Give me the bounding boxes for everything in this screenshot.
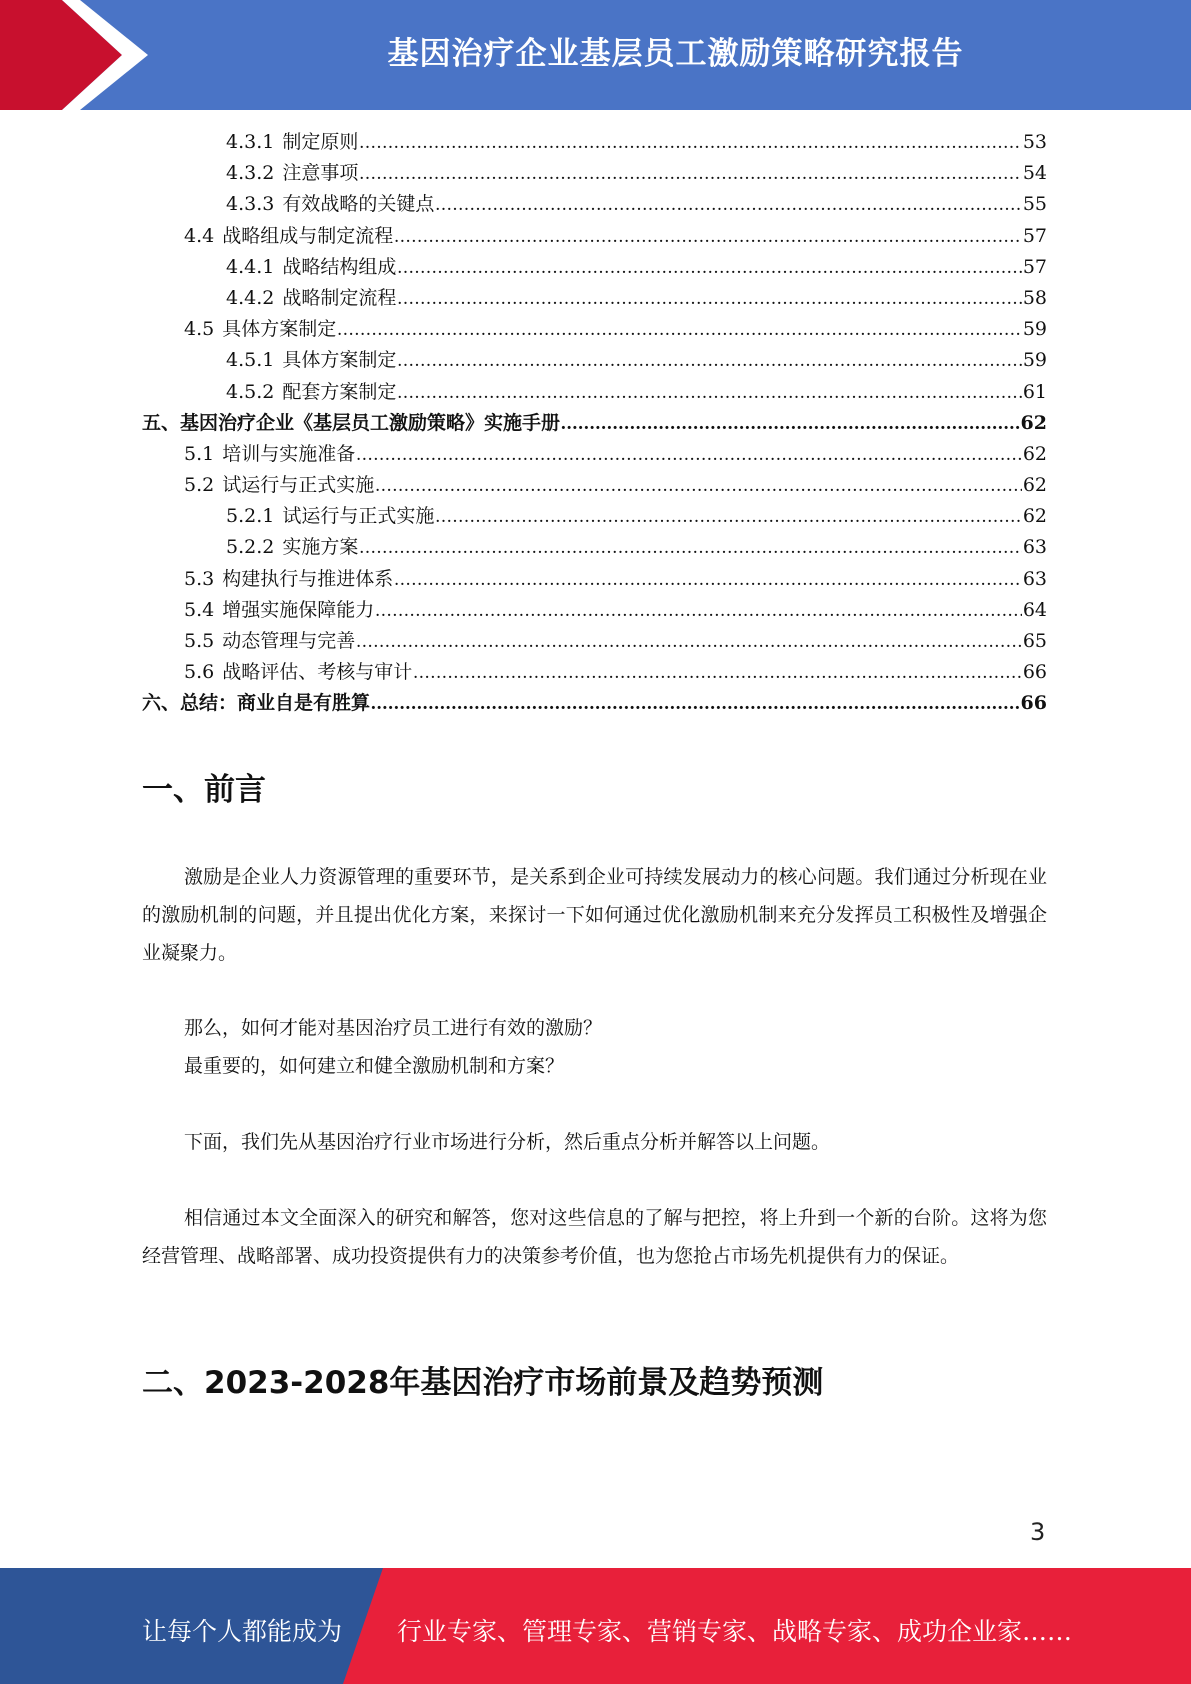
footer-banner: [0, 1568, 1191, 1684]
toc-dot-leader: [359, 537, 1021, 559]
toc-entry-number: 5.2.2: [226, 536, 275, 559]
toc-entry[interactable]: [142, 283, 1047, 314]
toc-dot-leader: [359, 132, 1021, 154]
toc-entry[interactable]: [142, 688, 1047, 719]
toc-entry-number: 5.5: [184, 630, 215, 652]
toc-entry-number: 4.4.1: [226, 255, 275, 278]
toc-entry-number: 5.2.1: [226, 505, 275, 528]
toc-entry-title: 五、基因治疗企业《基层员工激励策略》实施手册: [142, 411, 561, 434]
toc-entry-page: 61: [1022, 380, 1047, 403]
report-title: 基因治疗企业基层员工激励策略研究报告: [387, 36, 964, 72]
toc-entry-page: 53: [1022, 131, 1047, 153]
toc-entry-page: 66: [1020, 692, 1047, 715]
toc-entry-page: 63: [1022, 567, 1047, 590]
toc-dot-leader: [375, 600, 1022, 622]
toc-entry-title: 制定原则: [282, 131, 359, 153]
toc-dot-leader: [375, 475, 1022, 497]
toc-entry-number: 4.3.2: [226, 162, 275, 185]
preface-paragraph-1: 激励是企业人力资源管理的重要环节，是关系到企业可持续发展动力的核心问题。我们通过分析现在业的激励机制的问题，并且提出优化方案，来探讨一下如何通过优化激励机制来充分发挥员工积极性及增强企业凝聚力。: [142, 866, 1047, 964]
toc-entry-number: 4.3.1: [226, 131, 275, 153]
section-heading-market-forecast: 二、2023-2028年基因治疗市场前景及趋势预测: [142, 1365, 824, 1401]
toc-entry-number: 5.1: [184, 442, 215, 465]
toc-dot-leader: [394, 569, 1022, 591]
toc-entry-number: 4.5: [184, 318, 215, 341]
toc-entry[interactable]: [142, 564, 1047, 595]
toc-entry-title: 具体方案制定: [282, 349, 397, 372]
toc-entry-title: 动态管理与完善: [222, 630, 356, 652]
toc-entry-title: 战略制定流程: [282, 286, 397, 309]
toc-entry-title: 具体方案制定: [222, 318, 337, 341]
toc-entry-number: 5.3: [184, 567, 215, 590]
preface-paragraph-conclusion: 相信通过本文全面深入的研究和解答，您对这些信息的了解与把控，将上升到一个新的台阶。这将为您经营管理、战略部署、成功投资提供有力的决策参考价值，也为您抢占市场先机提供有力的保证。: [142, 1207, 1047, 1267]
footer-slogan-right: 行业专家、管理专家、营销专家、战略专家、成功企业家……: [397, 1617, 1073, 1646]
toc-entry[interactable]: [142, 470, 1047, 501]
toc-entry-page: 54: [1022, 162, 1047, 185]
toc-entry-page: 58: [1022, 286, 1047, 309]
toc-entry-title: 试运行与正式实施: [222, 474, 375, 497]
toc-dot-leader: [435, 194, 1021, 216]
toc-entry-title: 六、总结：商业自是有胜算: [142, 692, 371, 715]
toc-dot-leader: [394, 226, 1022, 248]
toc-entry[interactable]: [142, 221, 1047, 252]
toc-dot-leader: [359, 163, 1021, 185]
toc-entry-page: 59: [1022, 349, 1047, 372]
toc-dot-leader: [397, 288, 1021, 310]
toc-dot-leader: [397, 257, 1021, 279]
toc-entry-page: 64: [1022, 598, 1047, 621]
toc-entry[interactable]: [142, 158, 1047, 189]
toc-dot-leader: [397, 382, 1021, 404]
toc-dot-leader: [413, 662, 1022, 684]
toc-entry-title: 战略结构组成: [282, 255, 397, 278]
toc-entry-page: 57: [1022, 255, 1047, 278]
toc-entry-title: 增强实施保障能力: [222, 598, 375, 621]
toc-entry-page: 59: [1022, 318, 1047, 341]
toc-dot-leader: [397, 350, 1021, 372]
toc-entry[interactable]: [142, 252, 1047, 283]
toc-entry-number: 4.4.2: [226, 286, 275, 309]
preface-question-2: 最重要的，如何建立和健全激励机制和方案？: [184, 1055, 565, 1077]
toc-entry-number: 4.5.2: [226, 380, 275, 403]
toc-dot-leader: [371, 693, 1020, 715]
toc-entry-page: 55: [1022, 193, 1047, 216]
toc-entry-title: 战略评估、考核与审计: [222, 661, 413, 684]
toc-entry-title: 构建执行与推进体系: [222, 567, 394, 590]
toc-entry-page: 57: [1022, 224, 1047, 247]
toc-entry-page: 63: [1022, 536, 1047, 559]
toc-entry-number: 5.6: [184, 661, 215, 684]
toc-entry-title: 试运行与正式实施: [282, 505, 435, 528]
toc-entry-title: 注意事项: [282, 162, 359, 185]
toc-entry-page: 62: [1022, 474, 1047, 497]
toc-entry-number: 5.4: [184, 598, 215, 621]
toc-entry-number: 5.2: [184, 474, 215, 497]
toc-entry[interactable]: [142, 657, 1047, 688]
toc-entry[interactable]: [142, 377, 1047, 408]
toc-entry-page: 62: [1022, 505, 1047, 528]
toc-entry[interactable]: [142, 501, 1047, 532]
toc-entry-title: 实施方案: [282, 536, 359, 559]
toc-entry-number: 4.3.3: [226, 193, 275, 216]
toc-entry[interactable]: [142, 314, 1047, 345]
toc-entry-page: 65: [1022, 630, 1047, 652]
toc-entry-number: 4.5.1: [226, 349, 275, 372]
toc-entry[interactable]: [142, 626, 1047, 657]
toc-dot-leader: [561, 413, 1020, 435]
toc-entry-title: 战略组成与制定流程: [222, 224, 394, 247]
footer-slogan-left: 让每个人都能成为: [142, 1617, 343, 1646]
toc-entry-title: 有效战略的关键点: [282, 193, 435, 216]
toc-entry[interactable]: [142, 345, 1047, 376]
toc-dot-leader: [356, 631, 1022, 653]
page-number: 3: [1030, 1518, 1046, 1546]
toc-entry[interactable]: [142, 127, 1047, 158]
toc-dot-leader: [356, 444, 1022, 466]
toc-entry[interactable]: [142, 595, 1047, 626]
toc-entry[interactable]: [142, 532, 1047, 563]
toc-entry[interactable]: [142, 189, 1047, 220]
toc-entry-page: 62: [1022, 442, 1047, 465]
toc-entry-number: 4.4: [184, 224, 215, 247]
toc-entry[interactable]: [142, 439, 1047, 470]
toc-entry-page: 62: [1020, 411, 1047, 434]
toc-dot-leader: [435, 506, 1021, 528]
preface-question-1: 那么，如何才能对基因治疗员工进行有效的激励？: [184, 1017, 603, 1039]
table-of-contents: [142, 127, 1047, 720]
toc-entry[interactable]: [142, 408, 1047, 439]
toc-entry-title: 培训与实施准备: [222, 442, 356, 465]
section-heading-preface: 一、前言: [142, 772, 266, 808]
toc-entry-page: 66: [1022, 661, 1047, 684]
toc-entry-title: 配套方案制定: [282, 380, 397, 403]
toc-dot-leader: [337, 319, 1022, 341]
preface-paragraph-analysis: 下面，我们先从基因治疗行业市场进行分析，然后重点分析并解答以上问题。: [184, 1131, 831, 1153]
header-banner: [0, 0, 1191, 110]
